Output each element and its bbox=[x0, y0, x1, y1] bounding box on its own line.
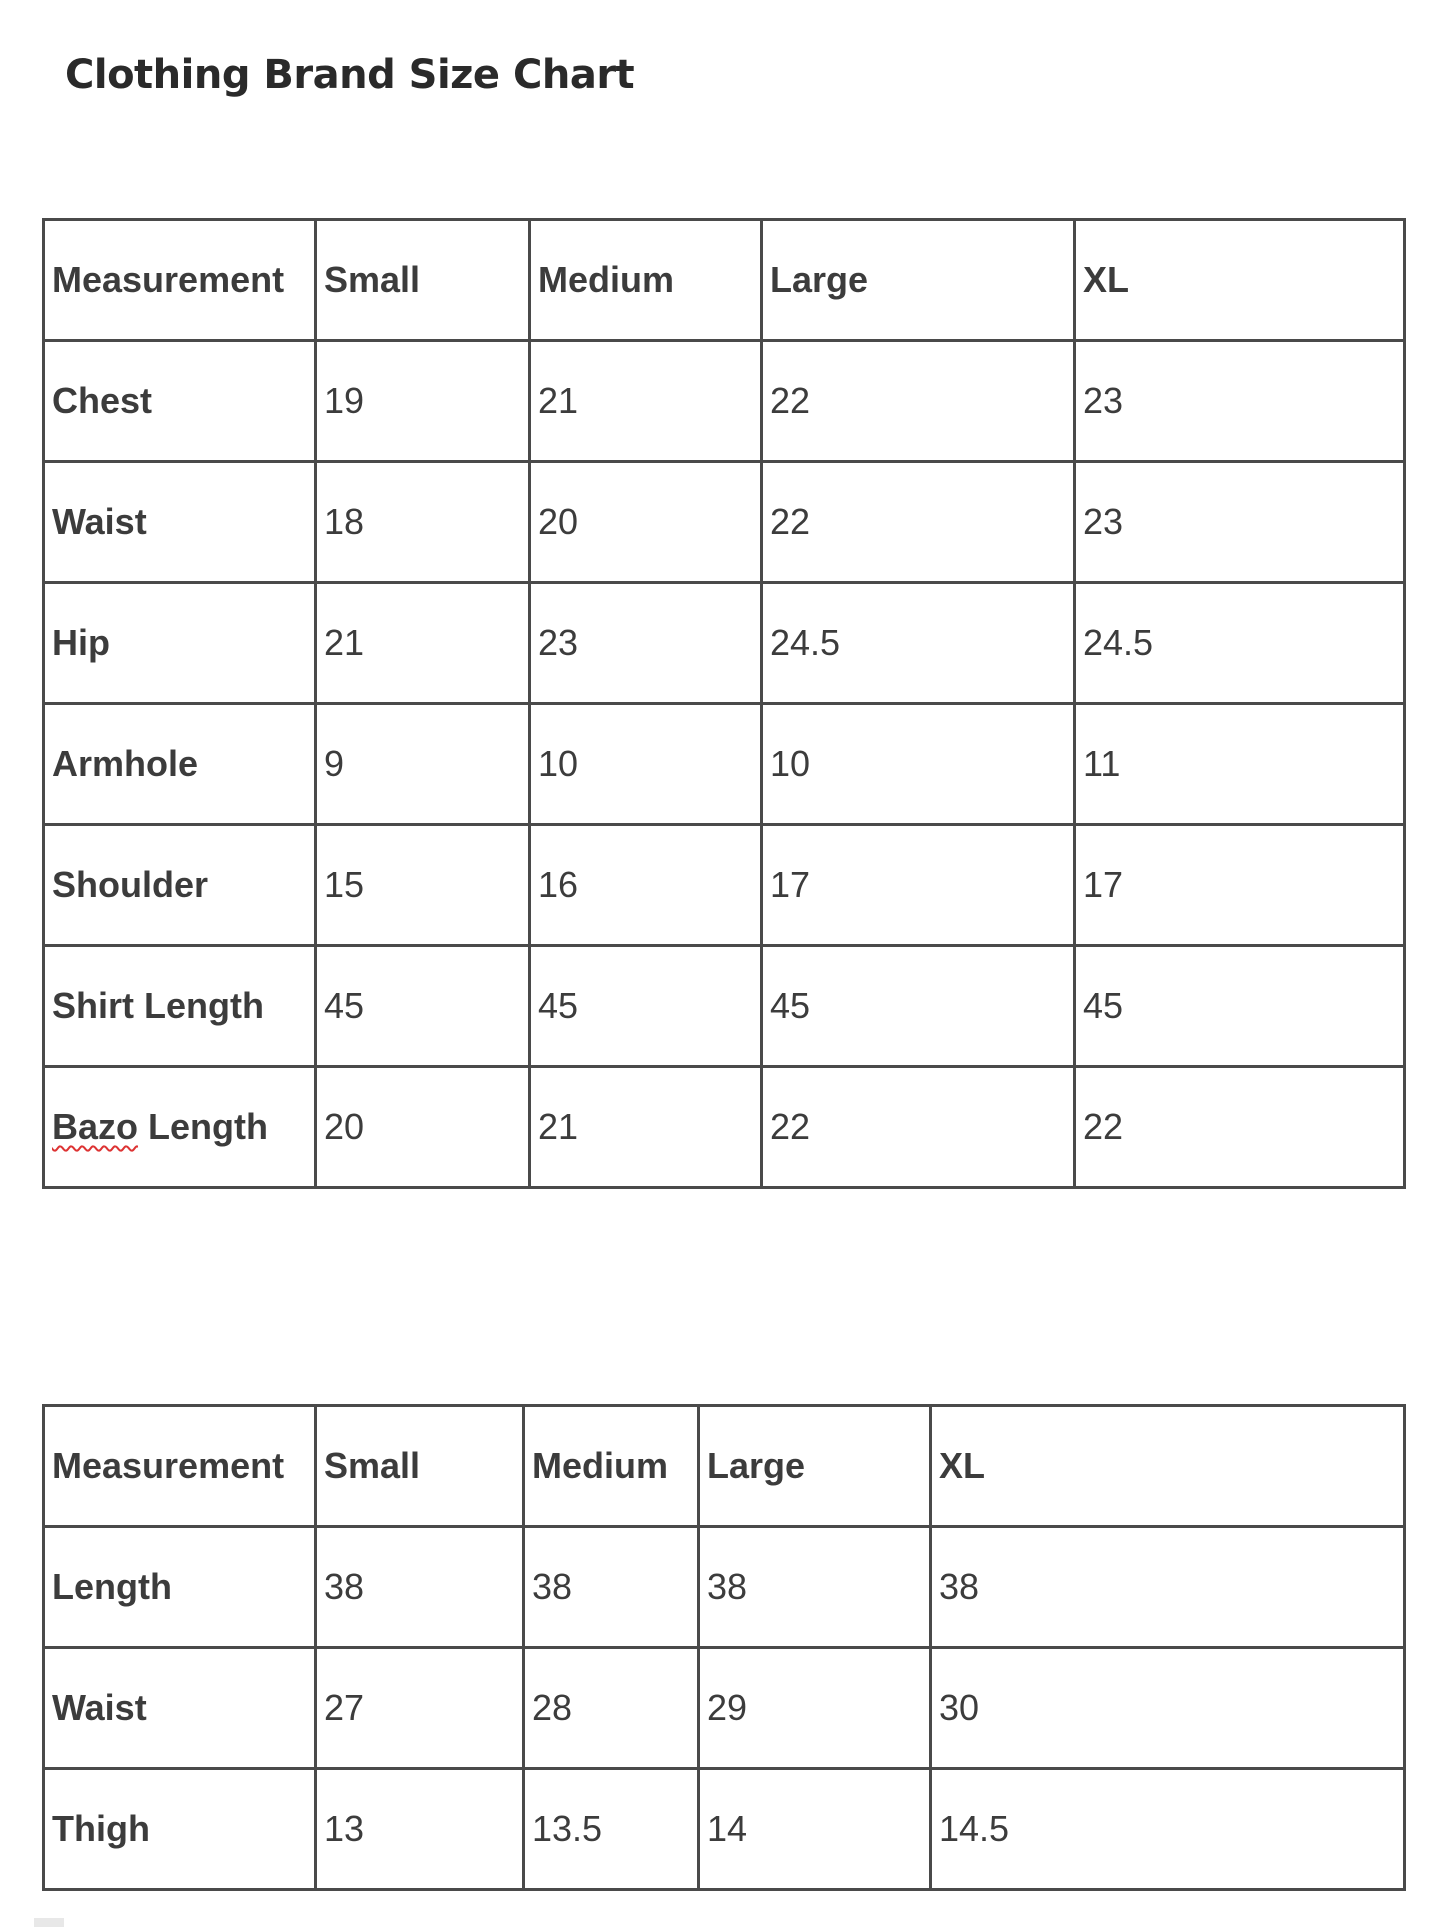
bottom-size-table bbox=[42, 1404, 1406, 1891]
cell-value: 24.5 bbox=[762, 583, 1075, 704]
table-row bbox=[44, 341, 1405, 462]
cell-value: 21 bbox=[316, 583, 530, 704]
header-medium: Medium bbox=[530, 220, 762, 341]
cell-value: 22 bbox=[762, 341, 1075, 462]
row-label: Chest bbox=[44, 341, 316, 462]
cell-value: 45 bbox=[1075, 946, 1405, 1067]
cell-value: 28 bbox=[524, 1648, 699, 1769]
cell-value: 38 bbox=[524, 1527, 699, 1648]
cell-value: 15 bbox=[316, 825, 530, 946]
table-row bbox=[44, 583, 1405, 704]
row-label: Shoulder bbox=[44, 825, 316, 946]
row-label-rest: Length bbox=[138, 1106, 268, 1147]
cell-value: 45 bbox=[316, 946, 530, 1067]
table-row bbox=[44, 825, 1405, 946]
header-small: Small bbox=[316, 220, 530, 341]
page-corner-mark bbox=[34, 1918, 64, 1927]
spellcheck-flagged-word: Bazo bbox=[52, 1106, 139, 1147]
cell-value: 11 bbox=[1075, 704, 1405, 825]
cell-value: 27 bbox=[316, 1648, 524, 1769]
cell-value: 45 bbox=[762, 946, 1075, 1067]
row-label: Waist bbox=[44, 462, 316, 583]
table-row bbox=[44, 946, 1405, 1067]
header-measurement: Measurement bbox=[44, 220, 316, 341]
cell-value: 22 bbox=[762, 1067, 1075, 1188]
row-label: Shirt Length bbox=[44, 946, 316, 1067]
row-label: Length bbox=[44, 1527, 316, 1648]
row-label: Thigh bbox=[44, 1769, 316, 1890]
header-measurement: Measurement bbox=[44, 1406, 316, 1527]
cell-value: 10 bbox=[762, 704, 1075, 825]
cell-value: 30 bbox=[931, 1648, 1405, 1769]
cell-value: 22 bbox=[1075, 1067, 1405, 1188]
table-row bbox=[44, 704, 1405, 825]
cell-value: 38 bbox=[699, 1527, 931, 1648]
top-size-table bbox=[42, 218, 1406, 1189]
row-label: Armhole bbox=[44, 704, 316, 825]
header-medium: Medium bbox=[524, 1406, 699, 1527]
row-label: Hip bbox=[44, 583, 316, 704]
cell-value: 21 bbox=[530, 341, 762, 462]
table-header-row bbox=[44, 220, 1405, 341]
cell-value: 23 bbox=[1075, 341, 1405, 462]
table-header-row bbox=[44, 1406, 1405, 1527]
table-row bbox=[44, 1648, 1405, 1769]
cell-value: 29 bbox=[699, 1648, 931, 1769]
table-row bbox=[44, 1067, 1405, 1188]
cell-value: 23 bbox=[530, 583, 762, 704]
cell-value: 14.5 bbox=[931, 1769, 1405, 1890]
cell-value: 20 bbox=[530, 462, 762, 583]
cell-value: 9 bbox=[316, 704, 530, 825]
cell-value: 45 bbox=[530, 946, 762, 1067]
cell-value: 23 bbox=[1075, 462, 1405, 583]
cell-value: 16 bbox=[530, 825, 762, 946]
header-large: Large bbox=[699, 1406, 931, 1527]
cell-value: 22 bbox=[762, 462, 1075, 583]
table-row bbox=[44, 462, 1405, 583]
cell-value: 18 bbox=[316, 462, 530, 583]
cell-value: 24.5 bbox=[1075, 583, 1405, 704]
table-row bbox=[44, 1527, 1405, 1648]
row-label bbox=[44, 1067, 316, 1188]
header-xl: XL bbox=[931, 1406, 1405, 1527]
table-row bbox=[44, 1769, 1405, 1890]
header-small: Small bbox=[316, 1406, 524, 1527]
cell-value: 20 bbox=[316, 1067, 530, 1188]
cell-value: 17 bbox=[762, 825, 1075, 946]
cell-value: 19 bbox=[316, 341, 530, 462]
cell-value: 14 bbox=[699, 1769, 931, 1890]
header-xl: XL bbox=[1075, 220, 1405, 341]
cell-value: 38 bbox=[316, 1527, 524, 1648]
cell-value: 13.5 bbox=[524, 1769, 699, 1890]
row-label: Waist bbox=[44, 1648, 316, 1769]
cell-value: 21 bbox=[530, 1067, 762, 1188]
page-title: Clothing Brand Size Chart bbox=[65, 52, 635, 98]
cell-value: 13 bbox=[316, 1769, 524, 1890]
cell-value: 17 bbox=[1075, 825, 1405, 946]
header-large: Large bbox=[762, 220, 1075, 341]
cell-value: 10 bbox=[530, 704, 762, 825]
cell-value: 38 bbox=[931, 1527, 1405, 1648]
